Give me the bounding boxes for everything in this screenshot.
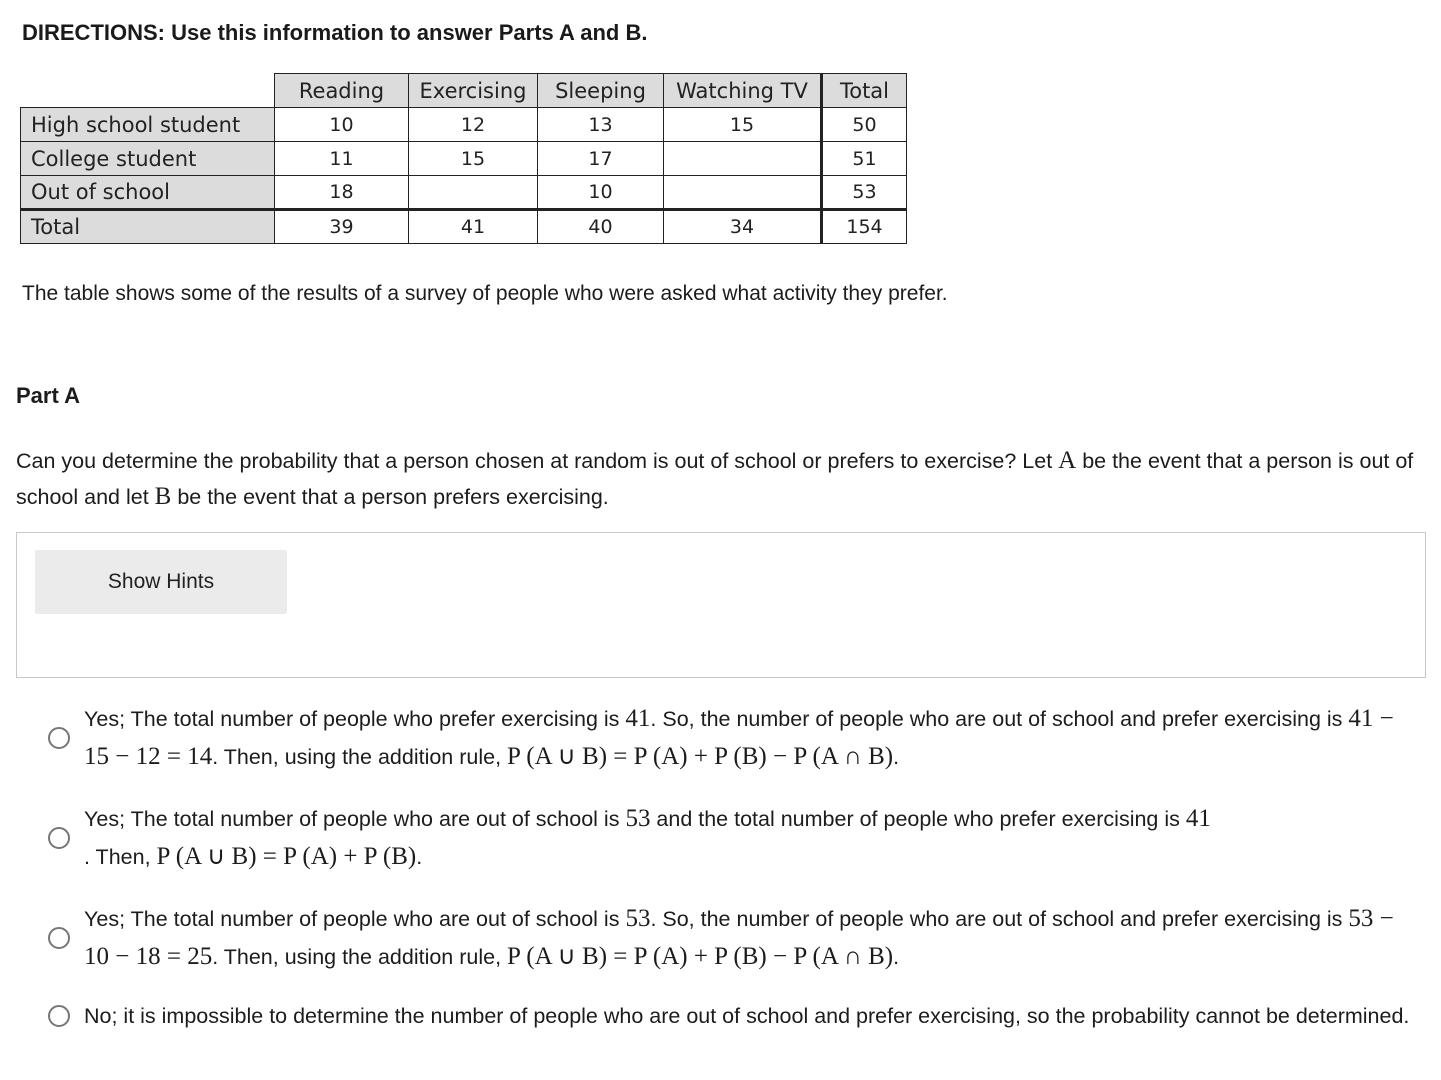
part-a-heading: Part A [16,383,80,408]
answer-choice-text[interactable]: Yes; The total number of people who prefer exercising is 41. So, the number of people who are out of school and prefer exercising is 41 − 15 − 12 = 14. Then, using the addition rule, P (A ∪ B) = P (A) + P (B) − P (A ∩ B). [84,705,1394,770]
math-expression: 41 [1185,805,1211,832]
answer-choice-text[interactable]: Yes; The total number of people who are out of school is 53. So, the number of people who are out of school and prefer exercising is 53 − 10 − 18 = 25. Then, using the addition rule, P (A ∪ B) = P (A) + P (B) − P (A ∩ B). [84,905,1394,970]
table-row [21,142,907,176]
column-header: Watching TV [664,74,822,108]
table-cell: 154 [822,210,907,244]
column-header: Total [822,74,907,108]
math-expression: B [154,483,172,510]
table-cell [664,142,822,176]
table-cell: 50 [822,108,907,142]
survey-table [20,73,907,244]
table-cell: 15 [409,142,538,176]
answer-choice-3[interactable] [48,900,1418,976]
table-header-row [21,74,907,108]
table-row [21,108,907,142]
column-header: Reading [275,74,409,108]
math-expression: 53 [625,805,651,832]
table-cell: 15 [664,108,822,142]
question-text: Can you determine the probability that a person chosen at random is out of school or prefers to exercise? Let A be the event that a person is out of school and let B be the event that a person prefers exercising. [16,447,1414,510]
answer-choice-1[interactable] [48,700,1418,776]
math-expression: 53 − 10 − 18 = 25 [84,905,1394,970]
table-cell: 17 [538,142,664,176]
answer-choice-text[interactable]: No; it is impossible to determine the number of people who are out of school and prefer exercising, so the probability cannot be determined. [84,1004,1410,1028]
row-header: High school student [21,108,275,142]
math-expression: P (A ∪ B) = P (A) + P (B) − P (A ∩ B) [507,743,894,770]
column-header: Sleeping [538,74,664,108]
math-expression: 41 − 15 − 12 = 14 [84,705,1394,770]
table-cell: 11 [275,142,409,176]
radio-button[interactable] [48,727,70,749]
answer-choice-2[interactable] [48,800,1418,876]
table-cell: 41 [409,210,538,244]
table-row [21,176,907,210]
radio-button[interactable] [48,1005,70,1027]
table-total-row [21,210,907,244]
table-corner [21,74,275,108]
table-cell [664,176,822,210]
table-caption: The table shows some of the results of a survey of people who were asked what activity they prefer. [22,282,948,305]
show-hints-button[interactable]: Show Hints [35,550,287,614]
table-cell: 39 [275,210,409,244]
row-header: College student [21,142,275,176]
math-expression: P (A ∪ B) = P (A) + P (B) − P (A ∩ B) [507,943,894,970]
table-cell: 40 [538,210,664,244]
math-expression: A [1058,447,1077,474]
table-cell [409,176,538,210]
table-cell: 18 [275,176,409,210]
math-expression: 53 [625,905,651,932]
table-cell: 53 [822,176,907,210]
row-header: Out of school [21,176,275,210]
table-cell: 12 [409,108,538,142]
radio-button[interactable] [48,927,70,949]
table-cell: 10 [538,176,664,210]
answer-choice-4[interactable] [48,1000,1418,1032]
answer-choice-text[interactable]: Yes; The total number of people who are out of school is 53 and the total number of people who prefer exercising is 41 . Then, P (A ∪ B) = P (A) + P (B). [84,805,1211,870]
table-cell: 34 [664,210,822,244]
math-expression: P (A ∪ B) = P (A) + P (B) [156,843,417,870]
hints-panel [16,532,1426,678]
row-header: Total [21,210,275,244]
radio-button[interactable] [48,827,70,849]
table-cell: 10 [275,108,409,142]
table-cell: 51 [822,142,907,176]
table-cell: 13 [538,108,664,142]
column-header: Exercising [409,74,538,108]
math-expression: 41 [625,705,651,732]
directions-heading: DIRECTIONS: Use this information to answer Parts A and B. [22,20,648,45]
